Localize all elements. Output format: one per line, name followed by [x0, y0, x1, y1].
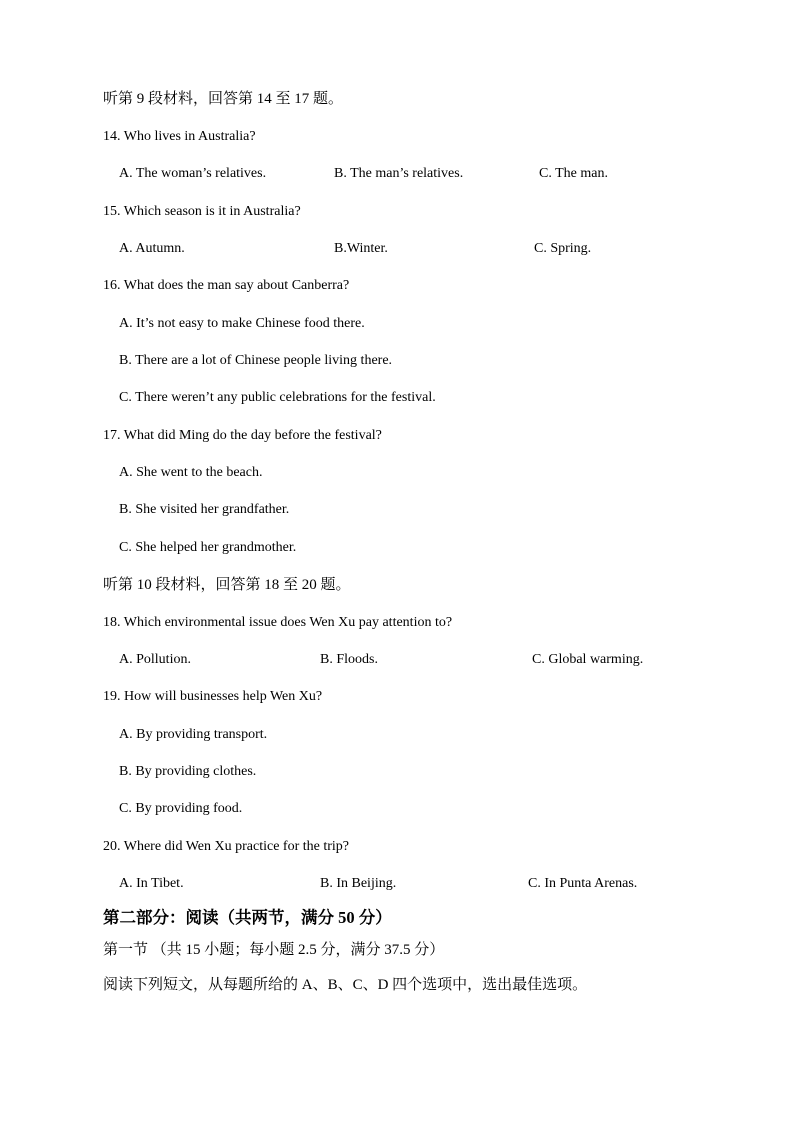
question-17: 17. What did Ming do the day before the festival?: [103, 428, 382, 443]
q15-option-a: A. Autumn.: [119, 241, 185, 256]
q20-options: [0, 875, 794, 893]
q17-option-a: A. She went to the beach.: [119, 465, 263, 480]
part2-title: 第二部分：阅读（共两节，满分 50 分）: [103, 908, 392, 927]
question-20: 20. Where did Wen Xu practice for the trip?: [103, 839, 349, 854]
question-14: 14. Who lives in Australia?: [103, 129, 256, 144]
q15-option-b: B.Winter.: [334, 241, 388, 256]
q18-options: [0, 651, 794, 669]
q17-option-c: C. She helped her grandmother.: [119, 540, 297, 555]
section9-instruction: 听第 9 段材料，回答第 14 至 17 题。: [103, 91, 344, 107]
q15-options: [0, 240, 794, 258]
q14-option-c: C. The man.: [539, 166, 608, 181]
q16-option-b: B. There are a lot of Chinese people living there.: [119, 353, 393, 368]
q20-option-a: A. In Tibet.: [119, 876, 184, 891]
q20-option-b: B. In Beijing.: [320, 876, 397, 891]
q19-option-b: B. By providing clothes.: [119, 764, 257, 779]
question-18: 18. Which environmental issue does Wen Xu pay attention to?: [103, 615, 453, 630]
q14-option-a: A. The woman’s relatives.: [119, 166, 267, 181]
q16-option-c: C. There weren’t any public celebrations for the festival.: [119, 390, 436, 405]
section1-title: 第一节 （共 15 小题；每小题 2.5 分，满分 37.5 分）: [103, 942, 445, 958]
question-15: 15. Which season is it in Australia?: [103, 204, 301, 219]
q19-option-c: C. By providing food.: [119, 801, 243, 816]
question-16: 16. What does the man say about Canberra?: [103, 278, 350, 293]
q14-option-b: B. The man’s relatives.: [334, 166, 464, 181]
section10-instruction: 听第 10 段材料，回答第 18 至 20 题。: [103, 577, 351, 593]
reading-instruction: 阅读下列短文，从每题所给的 A、B、C、D 四个选项中，选出最佳选项。: [103, 977, 588, 993]
q15-option-c: C. Spring.: [534, 241, 592, 256]
question-19: 19. How will businesses help Wen Xu?: [103, 689, 323, 704]
q18-option-a: A. Pollution.: [119, 652, 191, 667]
q19-option-a: A. By providing transport.: [119, 727, 268, 742]
q17-option-b: B. She visited her grandfather.: [119, 502, 290, 517]
q16-option-a: A. It’s not easy to make Chinese food there.: [119, 316, 365, 331]
q18-option-c: C. Global warming.: [532, 652, 644, 667]
q18-option-b: B. Floods.: [320, 652, 378, 667]
q14-options: [0, 165, 794, 183]
q20-option-c: C. In Punta Arenas.: [528, 876, 638, 891]
